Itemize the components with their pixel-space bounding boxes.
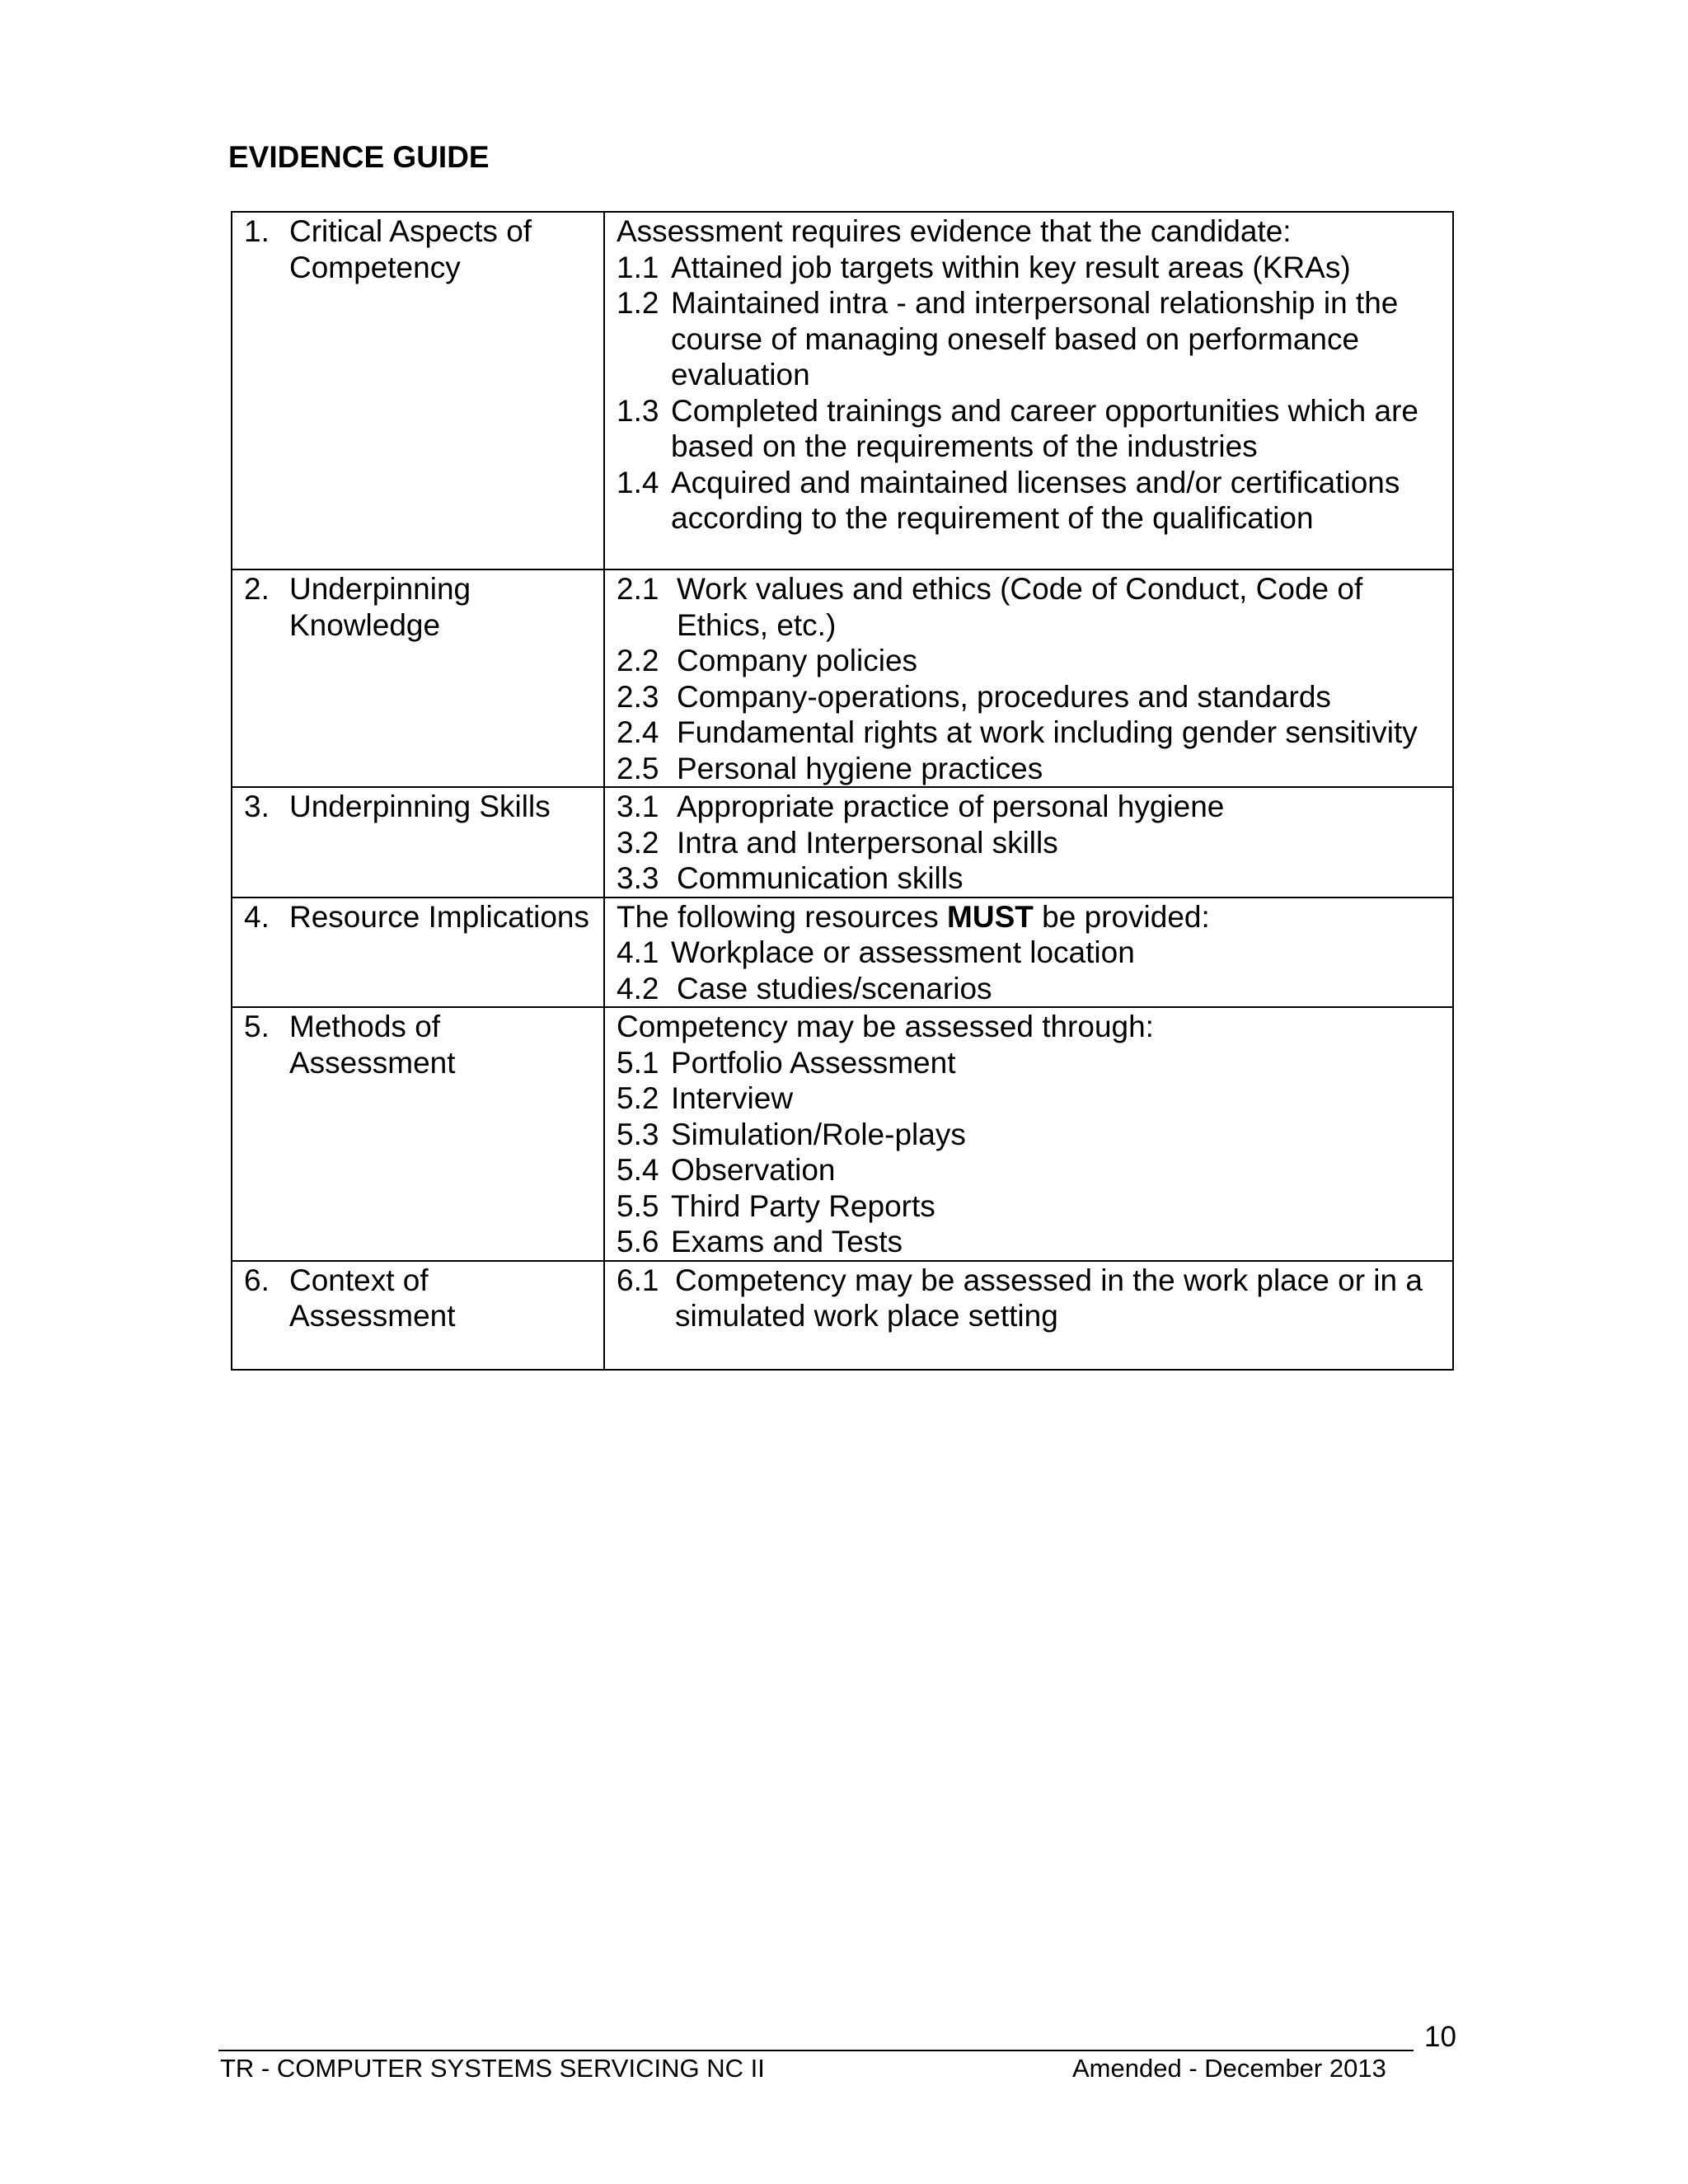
list-item [617,679,1444,715]
table-row [232,212,1453,569]
row-label-cell [232,1261,604,1370]
intro-text-post: be provided: [1042,899,1210,934]
row-label-cell [232,898,604,1008]
item-number: 2.5 [617,751,659,785]
row-intro: Competency may be assessed through: [617,1010,1154,1043]
item-text: Portfolio Assessment [671,1045,956,1080]
item-text: Observation [671,1153,836,1187]
item-text: Maintained intra - and interpersonal relationship in the course of managing oneself based on performance evaluation [671,286,1399,391]
item-text: Personal hygiene practices [677,751,1043,785]
row-label-cell [232,569,604,787]
item-number: 1.1 [617,250,659,284]
list-item [617,935,1444,971]
item-text: Case studies/scenarios [677,971,992,1005]
row-number: 6. [244,1263,270,1297]
table-row [232,787,1453,898]
item-number: 2.4 [617,715,659,749]
row-content-cell [604,1261,1453,1370]
row-label-cell [232,212,604,569]
row-number: 5. [244,1010,270,1043]
item-number: 4.2 [617,971,659,1005]
item-text: Simulation/Role-plays [671,1117,966,1151]
item-number: 1.2 [617,286,659,320]
item-number: 5.2 [617,1081,659,1115]
row-label: Resource Implications [289,899,589,934]
item-number: 1.3 [617,393,659,428]
row-label: Underpinning Knowledge [289,572,471,642]
intro-text-pre: The following resources [617,899,939,934]
list-item [617,571,1444,643]
row-content-cell [604,212,1453,569]
item-text: Competency may be assessed in the work place or in a simulated work place setting [675,1263,1423,1333]
item-number: 5.4 [617,1153,659,1187]
row-label: Critical Aspects of Competency [289,214,532,284]
row-intro: Assessment requires evidence that the candidate: [617,214,1292,248]
list-item [617,751,1444,787]
item-text: Appropriate practice of personal hygiene [677,790,1225,823]
row-intro [617,899,1444,935]
row-label-cell [232,1007,604,1261]
list-item [617,1045,1444,1081]
list-item [617,860,1444,897]
table-row [232,1007,1453,1261]
footer-document-title: TR - COMPUTER SYSTEMS SERVICING NC II [220,2054,765,2083]
item-number: 3.3 [617,861,659,895]
item-text: Company policies [677,644,918,677]
row-number: 3. [244,790,270,823]
row-content-cell [604,569,1453,787]
item-number: 3.2 [617,825,659,860]
list-item [617,971,1444,1007]
row-label-cell [232,787,604,898]
item-text: Acquired and maintained licenses and/or certifications according to the requirement of the qualification [671,465,1400,535]
list-item [617,1152,1444,1188]
list-item [617,285,1444,393]
item-number: 2.1 [617,572,659,606]
item-number: 2.3 [617,679,659,714]
item-number: 1.4 [617,465,659,499]
list-item [617,1224,1444,1260]
row-label: Underpinning Skills [289,790,551,823]
item-number: 2.2 [617,644,659,677]
footer-amendment-date: Amended - December 2013 [1072,2054,1386,2083]
list-item [617,1080,1444,1117]
item-number: 5.3 [617,1117,659,1151]
item-text: Intra and Interpersonal skills [677,825,1058,860]
table-row [232,569,1453,787]
table-row [232,1261,1453,1370]
item-number: 5.1 [617,1045,659,1080]
item-text: Attained job targets within key result areas (KRAs) [671,250,1351,284]
evidence-guide-table [231,211,1454,1371]
item-number: 5.6 [617,1225,659,1258]
row-number: 2. [244,572,270,606]
list-item [617,715,1444,751]
item-text: Company-operations, procedures and standards [677,679,1331,714]
list-item [617,643,1444,679]
item-text: Fundamental rights at work including gender sensitivity [677,715,1418,749]
list-item [617,789,1444,825]
footer-divider [218,2050,1414,2051]
row-content-cell [604,1007,1453,1261]
row-label: Methods of Assessment [289,1010,456,1080]
row-label: Context of Assessment [289,1263,456,1333]
list-item [617,825,1444,861]
row-number: 4. [244,899,270,934]
list-item [617,393,1444,465]
table-row [232,898,1453,1008]
item-text: Work values and ethics (Code of Conduct, Code of Ethics, etc.) [677,572,1363,642]
item-text: Completed trainings and career opportunities which are based on the requirements of the industries [671,393,1419,463]
list-item [617,1263,1444,1334]
page-heading: EVIDENCE GUIDE [228,140,490,174]
list-item [617,1188,1444,1225]
item-text: Exams and Tests [671,1225,903,1258]
intro-text-emphasis: MUST [947,899,1034,934]
row-content-cell [604,898,1453,1008]
row-content-cell [604,787,1453,898]
item-number: 5.5 [617,1188,659,1223]
item-text: Communication skills [677,861,964,895]
item-text: Third Party Reports [671,1188,935,1223]
row-number: 1. [244,214,270,248]
item-number: 3.1 [617,790,659,823]
list-item [617,465,1444,537]
item-number: 6.1 [617,1263,659,1297]
list-item [617,250,1444,286]
page-number: 10 [1424,2021,1456,2053]
item-text: Workplace or assessment location [671,935,1135,969]
item-text: Interview [671,1081,794,1115]
item-number: 4.1 [617,935,659,969]
list-item [617,1117,1444,1153]
